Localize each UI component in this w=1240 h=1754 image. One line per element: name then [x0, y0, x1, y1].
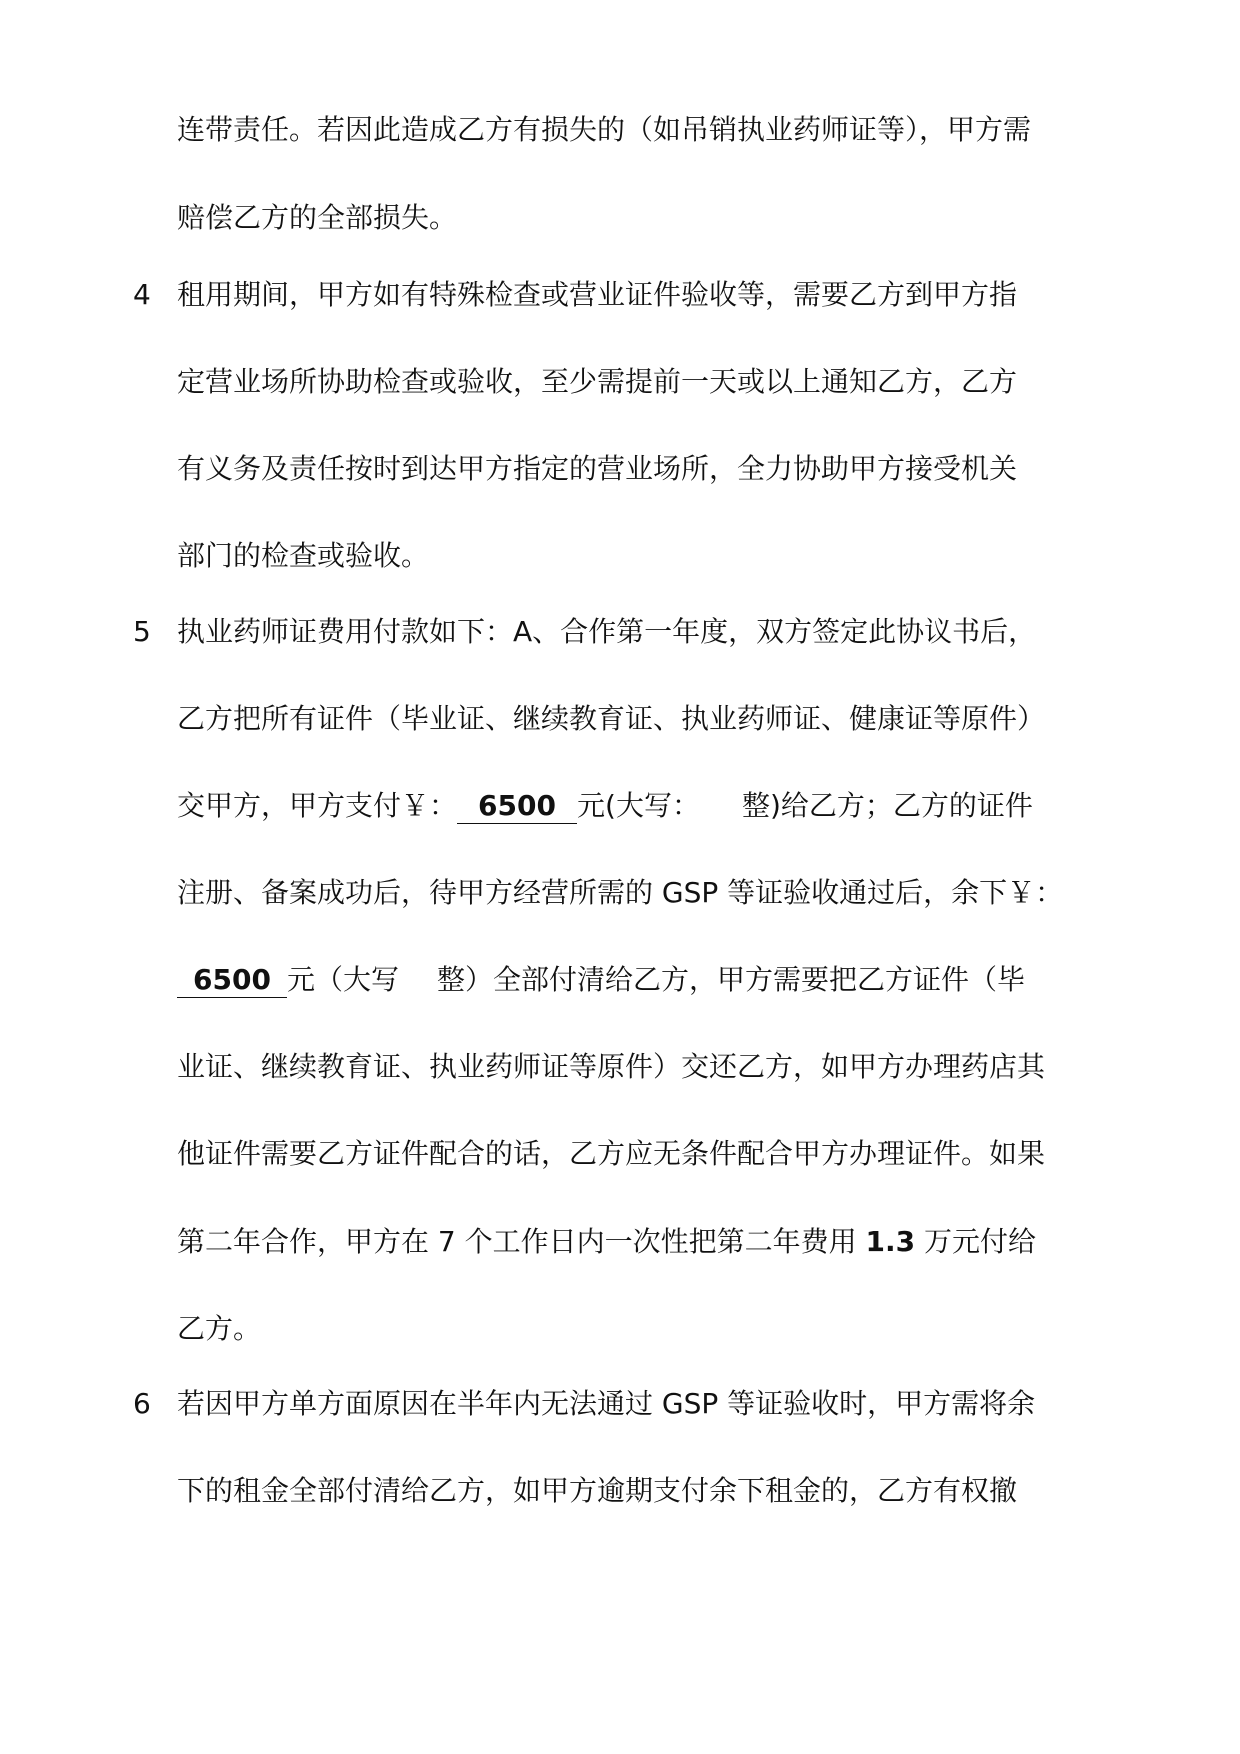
payment-text-capital-label: 元(大写：: [577, 789, 700, 822]
paragraph-4-line-1: 租用期间，甲方如有特殊检查或营业证件验收等，需要乙方到甲方指: [177, 278, 1018, 311]
paragraph-6-line-2: 下的租金全部付清给乙方，如甲方逾期支付余下租金的，乙方有权撤: [177, 1474, 1018, 1507]
item-number-5: 5: [133, 615, 151, 648]
paragraph-6-line-1: 若因甲方单方面原因在半年内无法通过 GSP 等证验收时，甲方需将余: [177, 1387, 1036, 1420]
payment-text-before: 交甲方，甲方支付￥：: [177, 789, 458, 822]
paragraph-5-line-1: 执业药师证费用付款如下：A、合作第一年度，双方签定此协议书后，: [177, 615, 1037, 648]
paragraph-4-line-4: 部门的检查或验收。: [177, 539, 430, 572]
paragraph-3-line-1: 连带责任。若因此造成乙方有损失的（如吊销执业药师证等），甲方需: [177, 113, 1032, 146]
item-number-4: 4: [133, 278, 151, 311]
paragraph-5-line-2: 乙方把所有证件（毕业证、继续教育证、执业药师证、健康证等原件）: [177, 702, 1046, 735]
paragraph-4-line-2: 定营业场所协助检查或验收，至少需提前一天或以上通知乙方，乙方: [177, 365, 1018, 398]
paragraph-5-line-7: 他证件需要乙方证件配合的话，乙方应无条件配合甲方办理证件。如果: [177, 1137, 1046, 1170]
payment-text-after: 整)给乙方；乙方的证件: [741, 789, 1033, 822]
remaining-payment-amount: 6500: [177, 963, 287, 998]
item-number-6: 6: [133, 1387, 151, 1420]
paragraph-4-line-3: 有义务及责任按时到达甲方指定的营业场所，全力协助甲方接受机关: [177, 452, 1018, 485]
second-year-text-after: 万元付给: [915, 1225, 1037, 1258]
paragraph-5-line-8: [177, 1222, 1036, 1262]
paragraph-5-line-9: 乙方。: [177, 1312, 262, 1345]
paragraph-3-line-2: 赔偿乙方的全部损失。: [177, 201, 458, 234]
remaining-capital-label: 元（大写: [287, 963, 400, 996]
second-year-fee: 1.3: [865, 1225, 916, 1258]
paragraph-5-line-5: [177, 960, 1025, 1000]
remaining-text-after: 整）全部付清给乙方，甲方需要把乙方证件（毕: [437, 963, 1026, 996]
first-payment-amount: 6500: [457, 789, 577, 824]
paragraph-5-line-4: 注册、备案成功后，待甲方经营所需的 GSP 等证验收通过后，余下￥：: [177, 876, 1064, 909]
paragraph-5-line-3: [177, 786, 1033, 826]
paragraph-5-line-6: 业证、继续教育证、执业药师证等原件）交还乙方，如甲方办理药店其: [177, 1050, 1046, 1083]
second-year-text-before: 第二年合作，甲方在 7 个工作日内一次性把第二年费用: [177, 1225, 866, 1258]
